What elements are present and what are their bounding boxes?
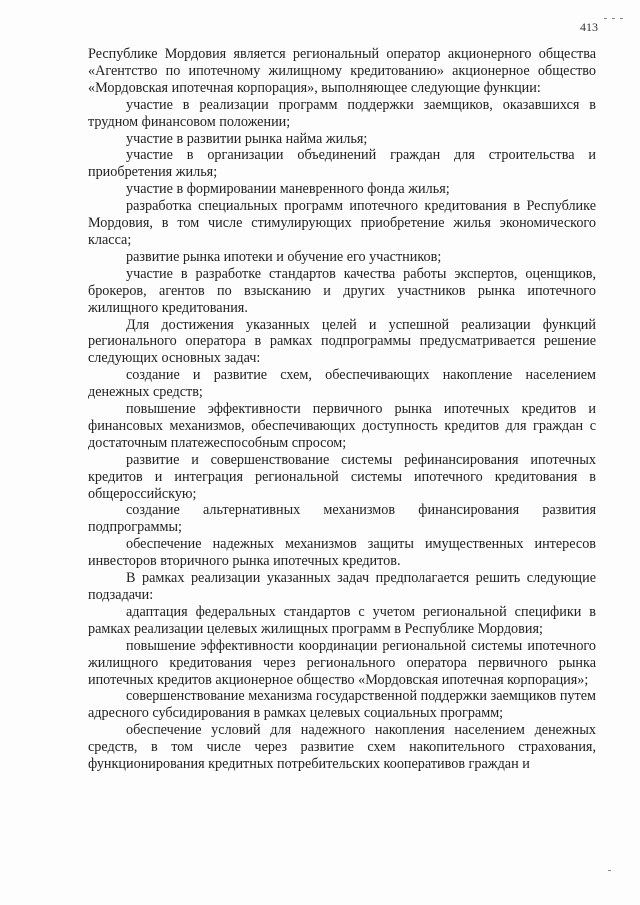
list-item: участие в разработке стандартов качества работы экспертов, оценщиков, брокеров, агентов по взысканию и других участников рынка ипотечного жилищного кредитования. [88, 265, 596, 316]
list-item: адаптация федеральных стандартов с учетом региональной специфики в рамках реализации целевых жилищных программ в Республике Мордовия; [88, 603, 596, 637]
scan-speck [608, 870, 611, 871]
list-item: совершенствование механизма государственной поддержки заемщиков путем адресного субсидирования в рамках целевых социальных программ; [88, 688, 596, 722]
scan-speck [604, 18, 607, 19]
list-item: участие в развитии рынка найма жилья; [126, 130, 368, 147]
paragraph: Для достижения указанных целей и успешной реализации функций регионального оператора в рамках подпрограммы предусматривается решение следующих основных задач: [88, 316, 596, 367]
list-item: разработка специальных программ ипотечного кредитования в Республике Мордовия, в том числе стимулирующих приобретение жилья экономического класса; [88, 198, 596, 248]
paragraph: В рамках реализации указанных задач предполагается решить следующие подзадачи: [88, 570, 596, 603]
list-item: развитие рынка ипотеки и обучение его участников; [126, 248, 442, 265]
list-item: создание альтернативных механизмов финансирования развития подпрограммы; [88, 502, 596, 536]
list-item: повышение эффективности первичного рынка ипотечных кредитов и финансовых механизмов, обеспечивающих доступность кредитов для граждан с достаточным платежеспособным спросом; [88, 401, 596, 451]
paragraph-continuation: Республике Мордовия является региональный оператор акционерного общества «Агентство по ипотечному жилищному кредитованию» акционерное общество «Мордовская ипотечная корпорация», выполняющее следующие функции: [88, 46, 596, 96]
list-item: повышение эффективности координации региональной системы ипотечного жилищного кредитования через регионального оператора первичного рынка ипотечных кредитов акционерное общество «Мордовская ипотечная корпорация»; [88, 637, 596, 688]
scan-speck [620, 18, 623, 19]
list-item: обеспечение условий для надежного накопления населением денежных средств, в том числе через развитие схем накопительного страхования, функционирования кредитных потребительских кооперативов граждан и [88, 722, 596, 773]
list-item: обеспечение надежных механизмов защиты имущественных интересов инвесторов вторичного рынка ипотечных кредитов. [88, 536, 596, 570]
list-item: участие в формировании маневренного фонда жилья; [126, 181, 450, 198]
page-number: 413 [580, 20, 598, 34]
list-item: создание и развитие схем, обеспечивающих накопление населением денежных средств; [88, 367, 596, 401]
list-item: развитие и совершенствование системы рефинансирования ипотечных кредитов и интеграция региональной системы ипотечного кредитования в общероссийскую; [88, 451, 596, 502]
scan-speck [612, 18, 615, 19]
list-item: участие в реализации программ поддержки заемщиков, оказавшихся в трудном финансовом положении; [88, 96, 596, 130]
list-item: участие в организации объединений граждан для строительства и приобретения жилья; [88, 147, 596, 181]
body-text [88, 46, 596, 773]
